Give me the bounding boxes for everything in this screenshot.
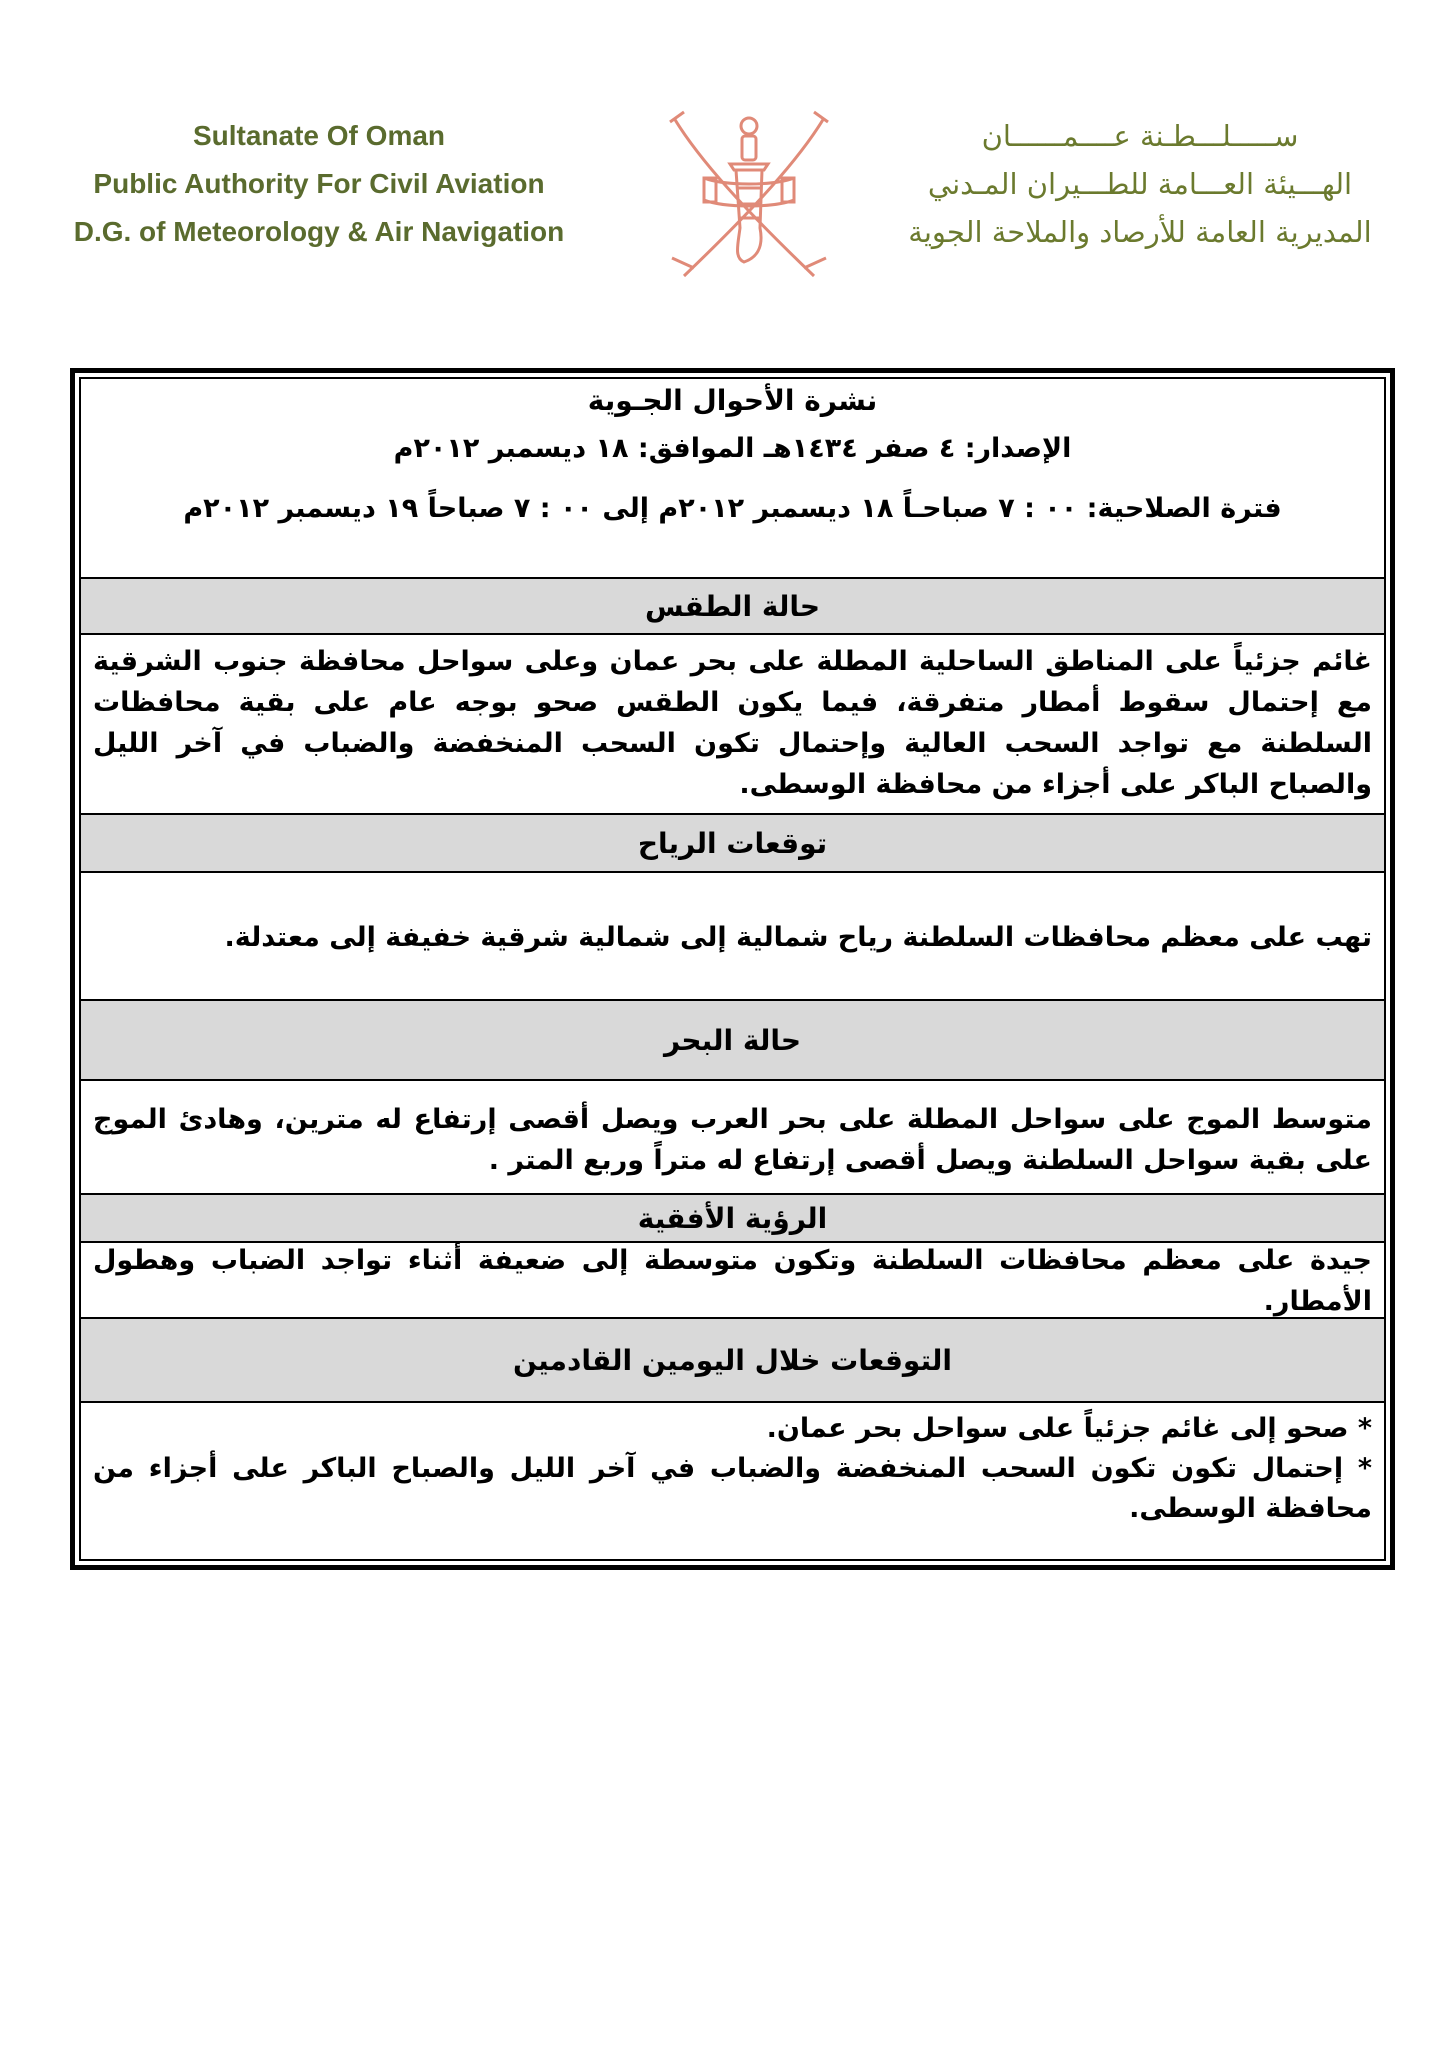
sea-heading: حالة البحر xyxy=(81,1001,1384,1081)
wind-heading: توقعات الرياح xyxy=(81,815,1384,873)
sea-text: متوسط الموج على سواحل المطلة على بحر العرب ويصل أقصى إرتفاع له مترين، وهادئ الموج على بقية سواحل السلطنة ويصل أقصى إرتفاع له متراً وربع المتر . xyxy=(81,1081,1384,1195)
bulletin-title-block xyxy=(81,379,1384,579)
visibility-heading: الرؤية الأفقية xyxy=(81,1195,1384,1243)
header-en-line-2: Public Authority For Civil Aviation xyxy=(93,168,545,199)
validity-period: فترة الصلاحية: ٠٠ : ٧ صباحـاً ١٨ ديسمبر ٢٠١٢م إلى ٠٠ : ٧ صباحاً ١٩ ديسمبر ٢٠١٢م xyxy=(183,493,1282,524)
weather-bulletin-table xyxy=(70,368,1395,1570)
outlook-item: * إحتمال تكون تكون السحب المنخفضة والضباب في آخر الليل والصباح الباكر على أجزاء من محافظة الوسطى. xyxy=(93,1453,1372,1524)
wind-text xyxy=(81,873,1384,1001)
outlook-list xyxy=(81,1403,1384,1553)
wind-text-content: تهب على معظم محافظات السلطنة رياح شمالية إلى شمالية شرقية خفيفة إلى معتدلة. xyxy=(224,921,1372,953)
header-ar-line-2: الهـــيئة العـــامة للطـــيران المـدني xyxy=(927,167,1353,201)
visibility-text xyxy=(81,1243,1384,1319)
national-emblem-logo xyxy=(664,108,834,284)
header-ar-line-1: ســـــلـــطـنة عــــمــــــان xyxy=(981,119,1299,153)
issue-date: الإصدار: ٤ صفر ١٤٣٤هـ الموافق: ١٨ ديسمبر ٢٠١٢م xyxy=(393,433,1072,464)
outlook-heading: التوقعات خلال اليومين القادمين xyxy=(81,1319,1384,1403)
header-ar-line-3: المديرية العامة للأرصاد والملاحة الجوية xyxy=(908,215,1372,249)
weather-text: غائم جزئياً على المناطق الساحلية المطلة على بحر عمان وعلى سواحل محافظة جنوب الشرقية مع إحتمال سقوط أمطار متفرقة، فيما يكون الطقس صحو بوجه عام على بقية محافظات السلطنة مع تواجد السحب العالية وإحتمال تكون السحب المنخفضة والضباب في آخر الليل والصباح الباكر على أجزاء من محافظة الوسطى. xyxy=(81,635,1384,815)
bulletin-title: نشرة الأحوال الجـوية xyxy=(587,384,878,417)
header-en-line-3: D.G. of Meteorology & Air Navigation xyxy=(73,216,565,247)
bulletin-inner xyxy=(79,377,1386,1561)
arabic-header xyxy=(870,112,1410,256)
outlook-item: * صحو إلى غائم جزئياً على سواحل بحر عمان. xyxy=(766,1413,1372,1444)
visibility-text-content: جيدة على معظم محافظات السلطنة وتكون متوسطة إلى ضعيفة أثناء تواجد الضباب وهطول الأمطار. xyxy=(93,1245,1372,1317)
weather-heading: حالة الطقس xyxy=(81,579,1384,635)
header-en-line-1: Sultanate Of Oman xyxy=(192,120,446,151)
english-header xyxy=(14,112,624,256)
